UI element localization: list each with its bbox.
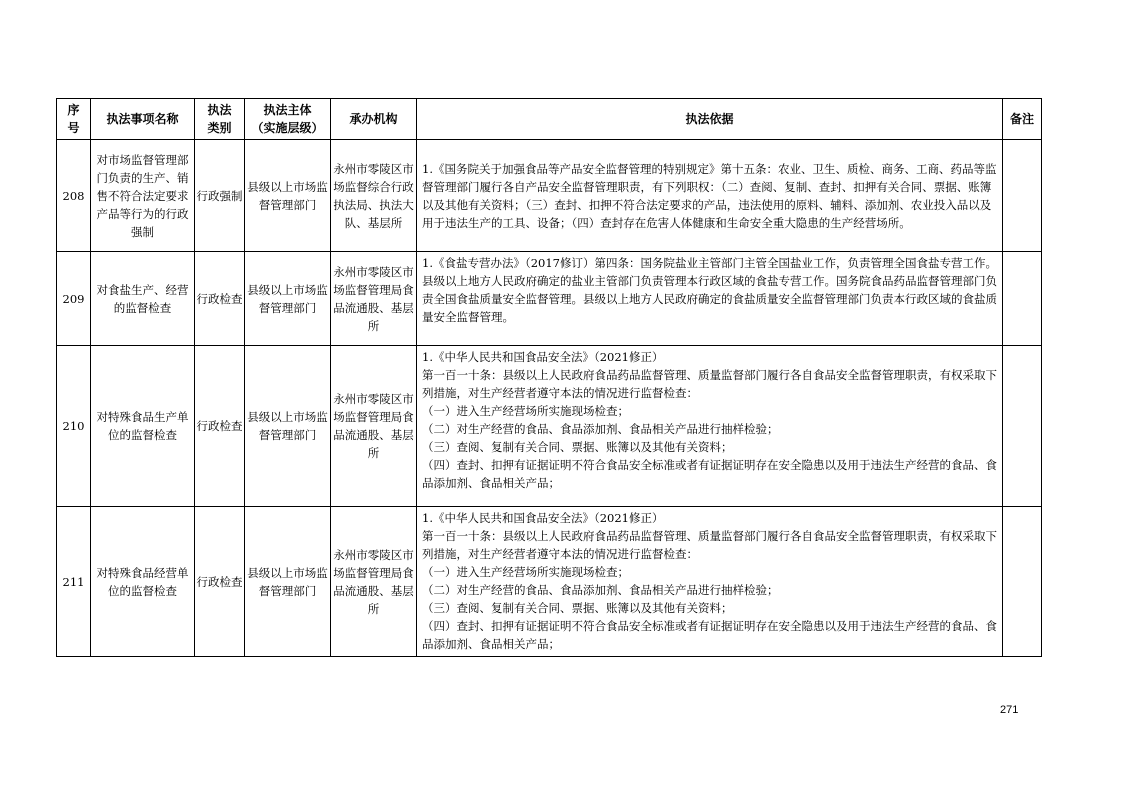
header-subject-line-2: （实施层级） — [251, 121, 324, 135]
cell-category: 行政检查 — [195, 252, 245, 346]
table-row — [57, 507, 1042, 657]
cell-category: 行政强制 — [195, 140, 245, 252]
cell-remarks — [1003, 346, 1042, 507]
cell-basis — [417, 346, 1003, 507]
header-row — [57, 99, 1042, 140]
header-subject-line-1: 执法主体 — [263, 103, 312, 117]
cell-remarks — [1003, 252, 1042, 346]
cell-subject: 县级以上市场监督管理部门 — [245, 252, 331, 346]
basis-paragraph: （三）查阅、复制有关合同、票据、账簿以及其他有关资料； — [422, 601, 733, 615]
header-category-line-2: 类别 — [207, 121, 232, 135]
cell-agency: 永州市零陵区市场监督综合行政执法局、执法大队、基层所 — [331, 140, 417, 252]
cell-seq: 210 — [57, 346, 91, 507]
header-seq-line-1: 序 — [67, 103, 80, 117]
cell-basis — [417, 507, 1003, 657]
header-name: 执法事项名称 — [91, 99, 195, 140]
cell-item-name: 对市场监督管理部门负责的生产、销售不符合法定要求产品等行为的行政强制 — [91, 140, 195, 252]
cell-item-name: 对特殊食品生产单位的监督检查 — [91, 346, 195, 507]
basis-paragraph: （二）对生产经营的食品、食品添加剂、食品相关产品进行抽样检验； — [422, 583, 779, 597]
cell-basis — [417, 140, 1003, 252]
table-row — [57, 140, 1042, 252]
basis-paragraph: （一）进入生产经营场所实施现场检查； — [422, 565, 629, 579]
basis-paragraph: 1.《国务院关于加强食品等产品安全监督管理的特别规定》第十五条：农业、卫生、质检、商务、工商、药品等监督管理部门履行各自产品安全监督管理职责，有下列职权：（二）查阅、复制、查封、扣押有关合同、票据、账簿以及其他有关资料；（三）查封、扣押不符合法定要求的产品，违法使用的原料、辅料、添加剂、农业投入品以及用于违法生产的工具、设备；（四）查封存在危害人体健康和生命安全重大隐患的生产经营场所。 — [422, 161, 997, 230]
header-seq — [57, 99, 91, 140]
cell-seq: 209 — [57, 252, 91, 346]
cell-remarks — [1003, 140, 1042, 252]
cell-seq: 208 — [57, 140, 91, 252]
header-basis: 执法依据 — [417, 99, 1003, 140]
cell-subject: 县级以上市场监督管理部门 — [245, 346, 331, 507]
cell-agency: 永州市零陵区市场监督管理局食品流通股、基层所 — [331, 507, 417, 657]
header-remarks: 备注 — [1003, 99, 1042, 140]
basis-paragraph: 1.《食盐专营办法》（2017修订）第四条：国务院盐业主管部门主管全国盐业工作，负责管理全国食盐专营工作。县级以上地方人民政府确定的盐业主管部门负责管理本行政区域的食盐专营工作。国务院食品药品监督管理部门负责全国食盐质量安全监督管理。县级以上地方人民政府确定的食盐质量安全监督管理部门负责本行政区域的食盐质量安全监督管理。 — [422, 256, 997, 324]
basis-paragraph: 1.《中华人民共和国食品安全法》（2021修正） — [422, 511, 664, 525]
header-category-line-1: 执法 — [207, 103, 232, 117]
basis-paragraph: （一）进入生产经营场所实施现场检查； — [422, 404, 629, 418]
cell-item-name: 对特殊食品经营单位的监督检查 — [91, 507, 195, 657]
table-row — [57, 346, 1042, 507]
header-agency: 承办机构 — [331, 99, 417, 140]
cell-subject: 县级以上市场监督管理部门 — [245, 140, 331, 252]
table-row — [57, 252, 1042, 346]
basis-paragraph: （三）查阅、复制有关合同、票据、账簿以及其他有关资料； — [422, 440, 733, 454]
cell-basis — [417, 252, 1003, 346]
cell-item-name: 对食盐生产、经营的监督检查 — [91, 252, 195, 346]
cell-category: 行政检查 — [195, 507, 245, 657]
basis-paragraph: （四）查封、扣押有证据证明不符合食品安全标准或者有证据证明存在安全隐患以及用于违法生产经营的食品、食品添加剂、食品相关产品； — [422, 458, 997, 490]
basis-paragraph: 第一百一十条：县级以上人民政府食品药品监督管理、质量监督部门履行各自食品安全监督管理职责，有权采取下列措施，对生产经营者遵守本法的情况进行监督检查： — [422, 368, 997, 400]
header-subject — [245, 99, 331, 140]
cell-subject: 县级以上市场监督管理部门 — [245, 507, 331, 657]
page-number: 271 — [1000, 704, 1019, 716]
enforcement-table — [56, 98, 1042, 657]
basis-paragraph: 第一百一十条：县级以上人民政府食品药品监督管理、质量监督部门履行各自食品安全监督管理职责，有权采取下列措施，对生产经营者遵守本法的情况进行监督检查： — [422, 529, 997, 561]
cell-category: 行政检查 — [195, 346, 245, 507]
cell-agency: 永州市零陵区市场监督管理局食品流通股、基层所 — [331, 346, 417, 507]
basis-paragraph: 1.《中华人民共和国食品安全法》（2021修正） — [422, 350, 664, 364]
cell-seq: 211 — [57, 507, 91, 657]
header-seq-line-2: 号 — [67, 121, 80, 135]
basis-paragraph: （二）对生产经营的食品、食品添加剂、食品相关产品进行抽样检验； — [422, 422, 779, 436]
basis-paragraph: （四）查封、扣押有证据证明不符合食品安全标准或者有证据证明存在安全隐患以及用于违法生产经营的食品、食品添加剂、食品相关产品； — [422, 619, 997, 651]
cell-agency: 永州市零陵区市场监督管理局食品流通股、基层所 — [331, 252, 417, 346]
header-category — [195, 99, 245, 140]
cell-remarks — [1003, 507, 1042, 657]
